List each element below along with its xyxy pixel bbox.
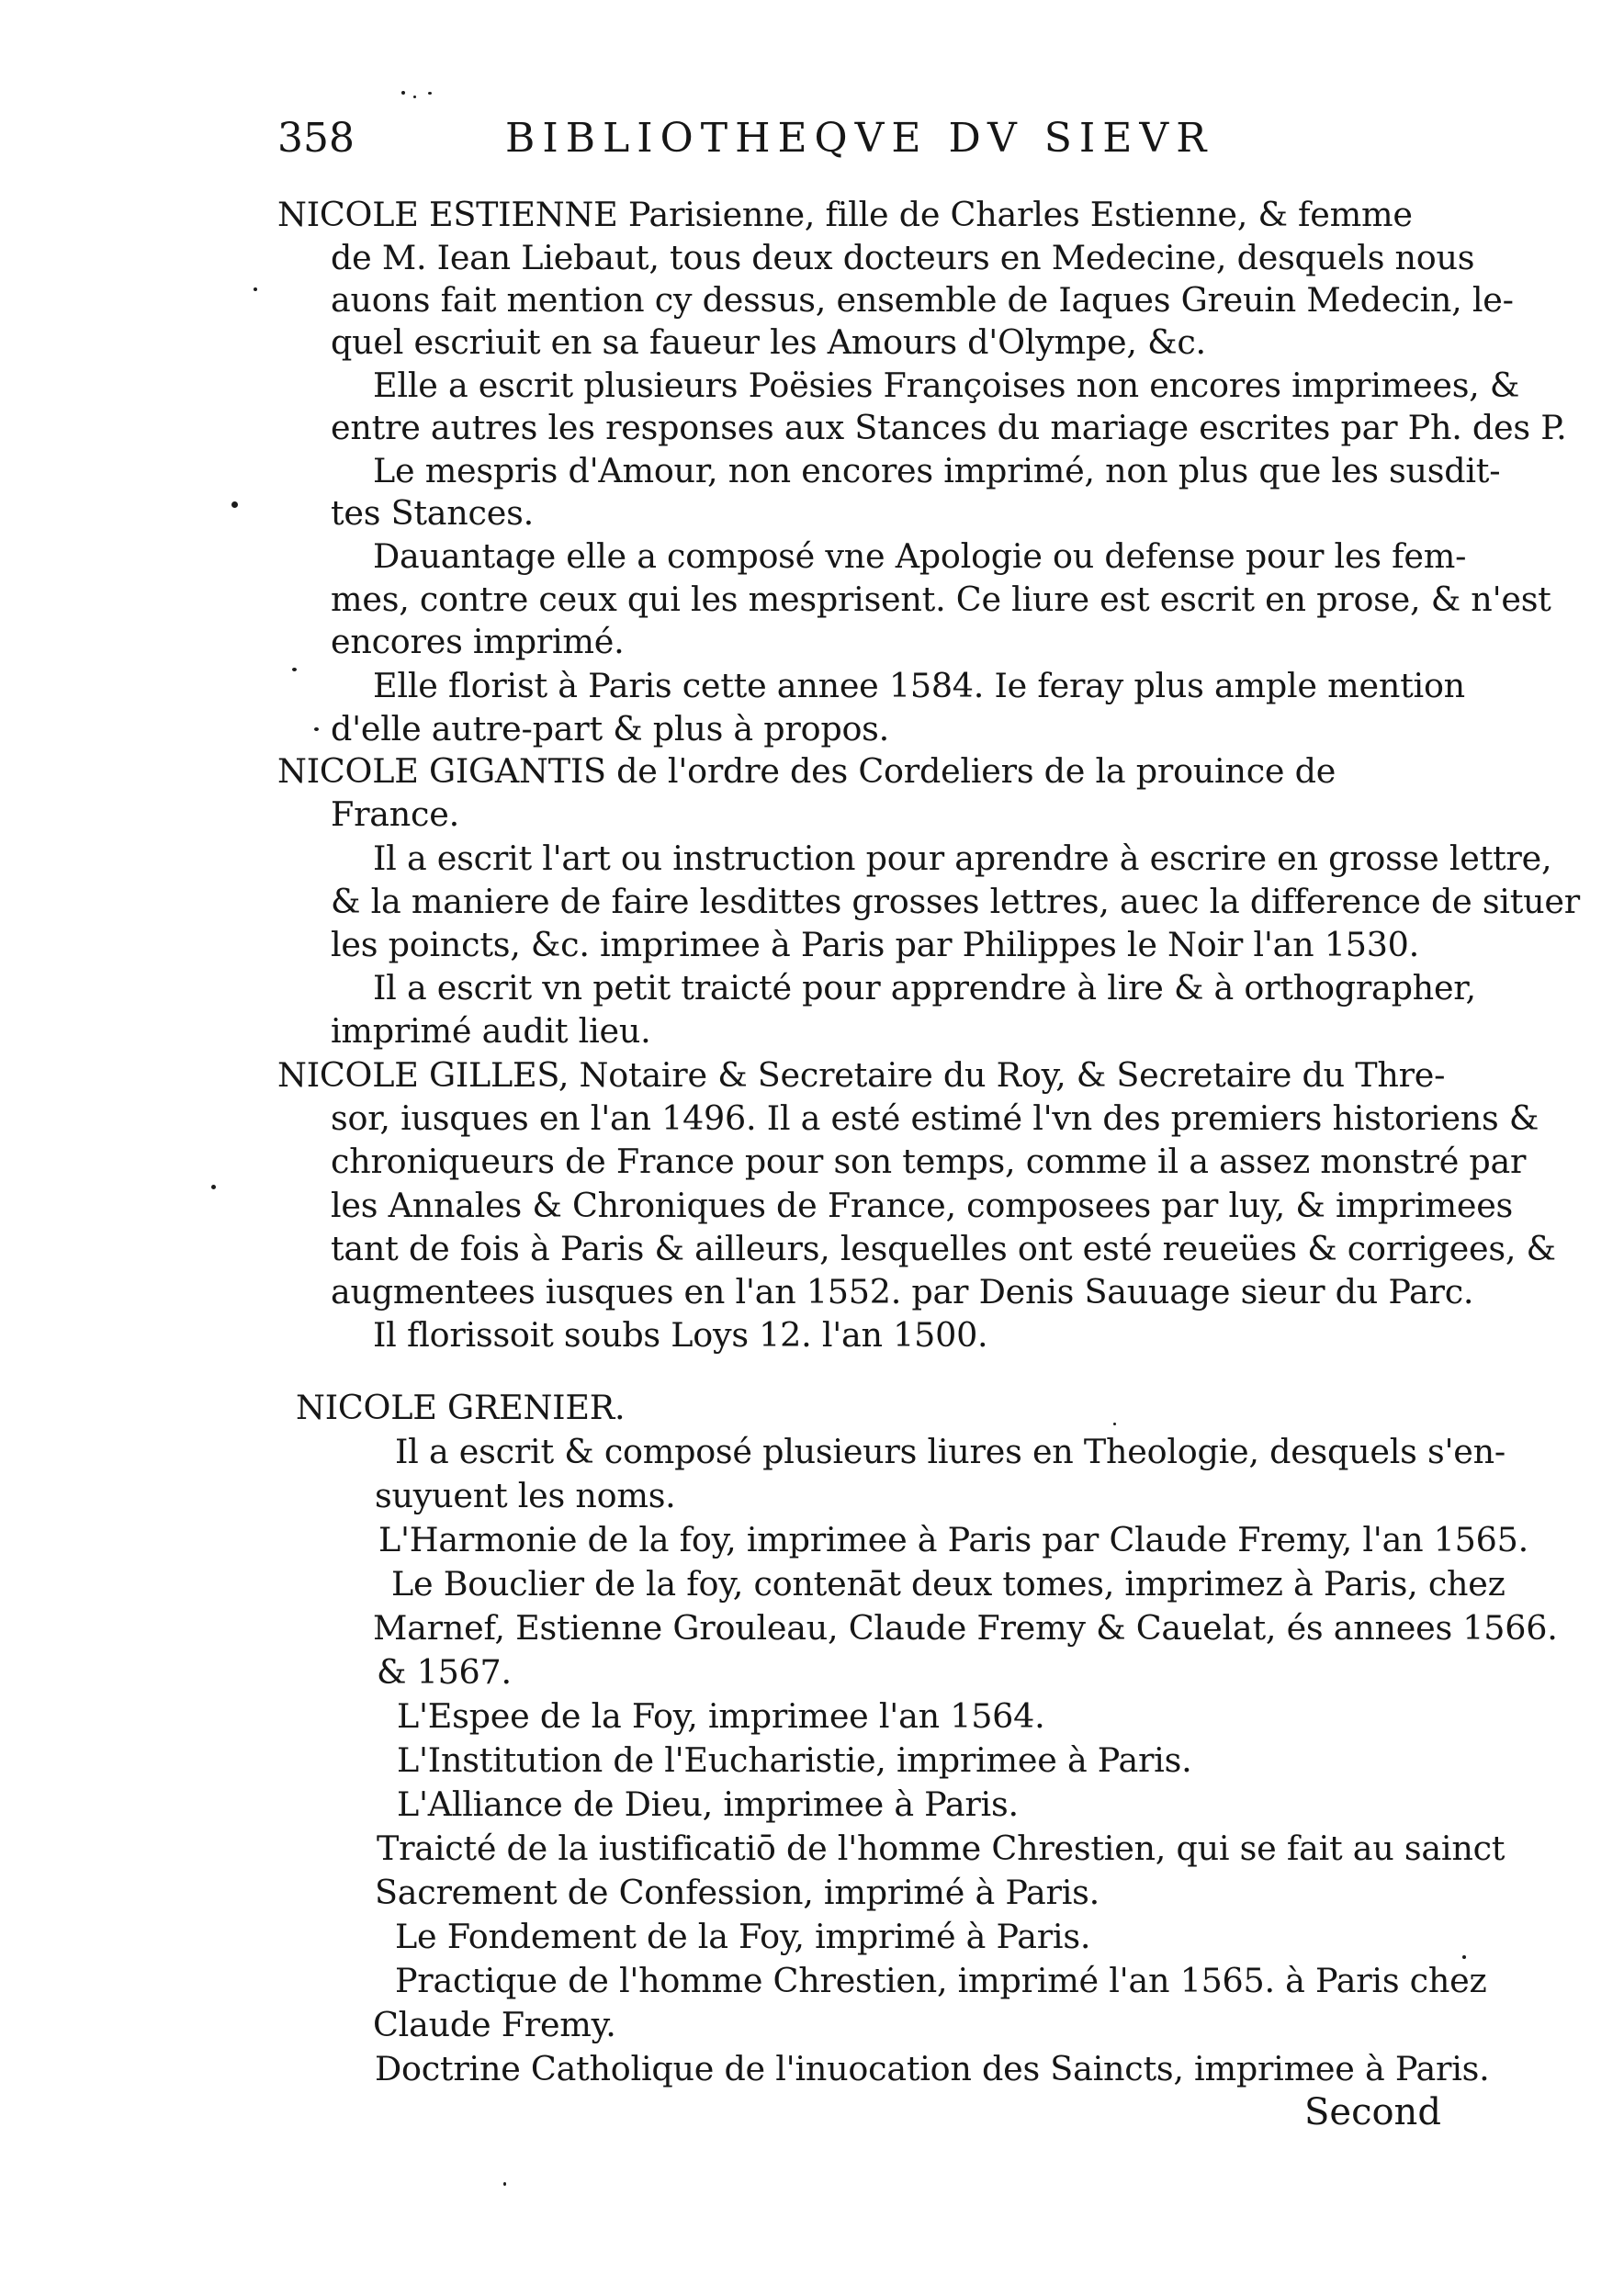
text-line: Marnef, Estienne Grouleau, Claude Fremy & Cauelat, és annees 1566. <box>373 1608 1558 1648</box>
entry-heading-line: NICOLE GILLES, Notaire & Secretaire du Roy, & Secretaire du Thre- <box>277 1055 1446 1095</box>
text-line: mes, contre ceux qui les mesprisent. Ce liure est escrit en prose, & n'est <box>331 580 1551 619</box>
text-line: L'Harmonie de la foy, imprimee à Paris par Claude Fremy, l'an 1565. <box>378 1520 1528 1559</box>
text-line: & 1567. <box>377 1652 512 1692</box>
text-line: de M. Iean Liebaut, tous deux docteurs en Medecine, desquels nous <box>331 238 1475 277</box>
text-line: sor, iusques en l'an 1496. Il a esté estimé l'vn des premiers historiens & <box>331 1098 1539 1138</box>
text-line: tes Stances. <box>331 493 534 533</box>
text-line: les poincts, &c. imprimee à Paris par Philippes le Noir l'an 1530. <box>331 925 1420 964</box>
text-line: France. <box>331 794 459 834</box>
text-line: tant de fois à Paris & ailleurs, lesquelles ont esté reueües & corrigees, & <box>331 1229 1556 1268</box>
text-line: Elle a escrit plusieurs Poësies Françoises non encores imprimees, & <box>373 366 1520 405</box>
entry-heading-line: NICOLE GRENIER. <box>296 1388 626 1427</box>
text-line: quel escriuit en sa faueur les Amours d'Olympe, &c. <box>331 322 1206 362</box>
text-line: Le Fondement de la Foy, imprimé à Paris. <box>395 1917 1091 1956</box>
text-line: Claude Fremy. <box>373 2005 616 2044</box>
ink-speck <box>428 92 432 95</box>
ink-speck <box>292 668 297 671</box>
ink-speck <box>254 287 257 291</box>
text-line: les Annales & Chroniques de France, composees par luy, & imprimees <box>331 1186 1514 1225</box>
ink-speck <box>1462 1955 1466 1959</box>
text-line: Il a escrit & composé plusieurs liures en Theologie, desquels s'en- <box>395 1432 1506 1471</box>
text-line: Dauantage elle a composé vne Apologie ou defense pour les fem- <box>373 536 1467 576</box>
text-line: chroniqueurs de France pour son temps, comme il a assez monstré par <box>331 1142 1527 1181</box>
text-line: augmentees iusques en l'an 1552. par Denis Sauuage sieur du Parc. <box>331 1272 1474 1311</box>
text-line: entre autres les responses aux Stances du mariage escrites par Ph. des P. <box>331 408 1567 447</box>
text-line: Il florissoit soubs Loys 12. l'an 1500. <box>373 1315 988 1355</box>
text-line: d'elle autre-part & plus à propos. <box>331 709 890 748</box>
text-line: L'Espee de la Foy, imprimee l'an 1564. <box>397 1696 1045 1736</box>
ink-speck <box>314 727 319 731</box>
entry-heading-line: NICOLE GIGANTIS de l'ordre des Cordeliers de la prouince de <box>277 751 1336 791</box>
ink-speck <box>231 501 238 508</box>
ink-speck <box>413 96 416 98</box>
ink-speck <box>211 1185 216 1189</box>
text-line: Le mespris d'Amour, non encores imprimé, non plus que les susdit- <box>373 451 1501 490</box>
text-line: & la maniere de faire lesdittes grosses lettres, auec la difference de situer <box>331 882 1580 921</box>
text-line: Il a escrit l'art ou instruction pour aprendre à escrire en grosse lettre, <box>373 838 1552 878</box>
entry-heading-line: NICOLE ESTIENNE Parisienne, fille de Charles Estienne, & femme <box>277 195 1413 234</box>
ink-speck <box>1113 1423 1116 1425</box>
ink-speck <box>401 91 405 95</box>
text-line: Sacrement de Confession, imprimé à Paris. <box>375 1873 1100 1912</box>
text-line: auons fait mention cy dessus, ensemble de Iaques Greuin Medecin, le- <box>331 280 1514 320</box>
text-line: Elle florist à Paris cette annee 1584. Ie feray plus ample mention <box>373 666 1465 705</box>
page-number: 358 <box>277 115 355 162</box>
text-line: encores imprimé. <box>331 622 625 661</box>
ink-speck <box>503 2182 506 2186</box>
text-line: imprimé audit lieu. <box>331 1011 651 1051</box>
text-line: Practique de l'homme Chrestien, imprimé l'an 1565. à Paris chez <box>395 1961 1487 2000</box>
text-line: Le Bouclier de la foy, contenāt deux tomes, imprimez à Paris, chez <box>391 1564 1506 1604</box>
text-line: Il a escrit vn petit traicté pour apprendre à lire & à orthographer, <box>373 968 1476 1007</box>
text-line: Doctrine Catholique de l'inuocation des Saincts, imprimee à Paris. <box>375 2049 1490 2088</box>
text-line: L'Institution de l'Eucharistie, imprimee à Paris. <box>397 1740 1192 1780</box>
running-title: BIBLIOTHEQVE DV SIEVR <box>505 115 1214 162</box>
text-line: L'Alliance de Dieu, imprimee à Paris. <box>397 1784 1019 1824</box>
text-line: suyuent les noms. <box>375 1476 676 1515</box>
text-line: Traicté de la iustificatiō de l'homme Chrestien, qui se fait au sainct <box>377 1829 1506 1868</box>
catchword: Second <box>1304 2091 1441 2133</box>
